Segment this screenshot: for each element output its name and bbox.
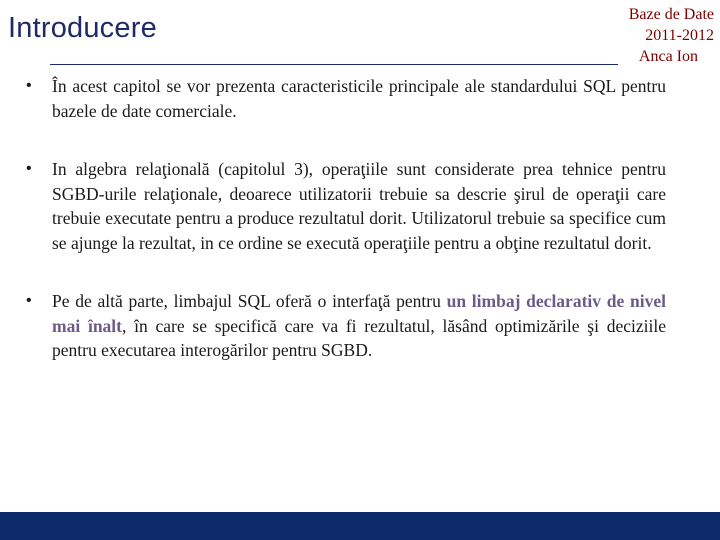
title-divider — [50, 64, 618, 65]
highlighted-phrase: un limbaj declarativ de nivel mai înalt — [52, 291, 666, 336]
bullet-dot-icon: • — [26, 160, 32, 177]
bullet-item — [26, 157, 666, 255]
slide-title: Introducere — [8, 12, 157, 44]
bullet-text: În acest capitol se vor prezenta caracteristicile principale ale standardului SQL pentru bazele de date comerciale. — [52, 76, 666, 121]
bullet-dot-icon: • — [26, 77, 32, 94]
bullet-item — [26, 289, 666, 363]
academic-year: 2011-2012 — [645, 27, 714, 44]
bullet-text: In algebra relaţională (capitolul 3), operaţiile sunt considerate prea tehnice pentru SGBD-urile relaţionale, deoarece utilizatorii trebuie sa descrie şirul de operaţii care trebuie executate pentru a produce rezultatul dorit. Utilizatorul trebuie sa specifice cum se ajunge la rezultat, in ce ordine se execută operaţiile pentru a obţine rezultatul dorit. — [52, 159, 666, 253]
bullet-dot-icon: • — [26, 292, 32, 309]
course-header — [629, 4, 714, 67]
bullet-text-after: , în care se specifică care va fi rezultatul, lăsând optimizările şi deciziile pentru executarea interogărilor pentru SGBD. — [52, 315, 666, 360]
bullet-text-before: Pe de altă parte, limbajul SQL oferă o interfaţă pentru — [52, 291, 447, 311]
course-name: Baze de Date — [628, 6, 714, 23]
author-name: Anca Ion — [638, 48, 698, 65]
bullet-list — [26, 74, 666, 363]
bullet-item — [26, 74, 666, 123]
footer-bar — [0, 512, 720, 540]
